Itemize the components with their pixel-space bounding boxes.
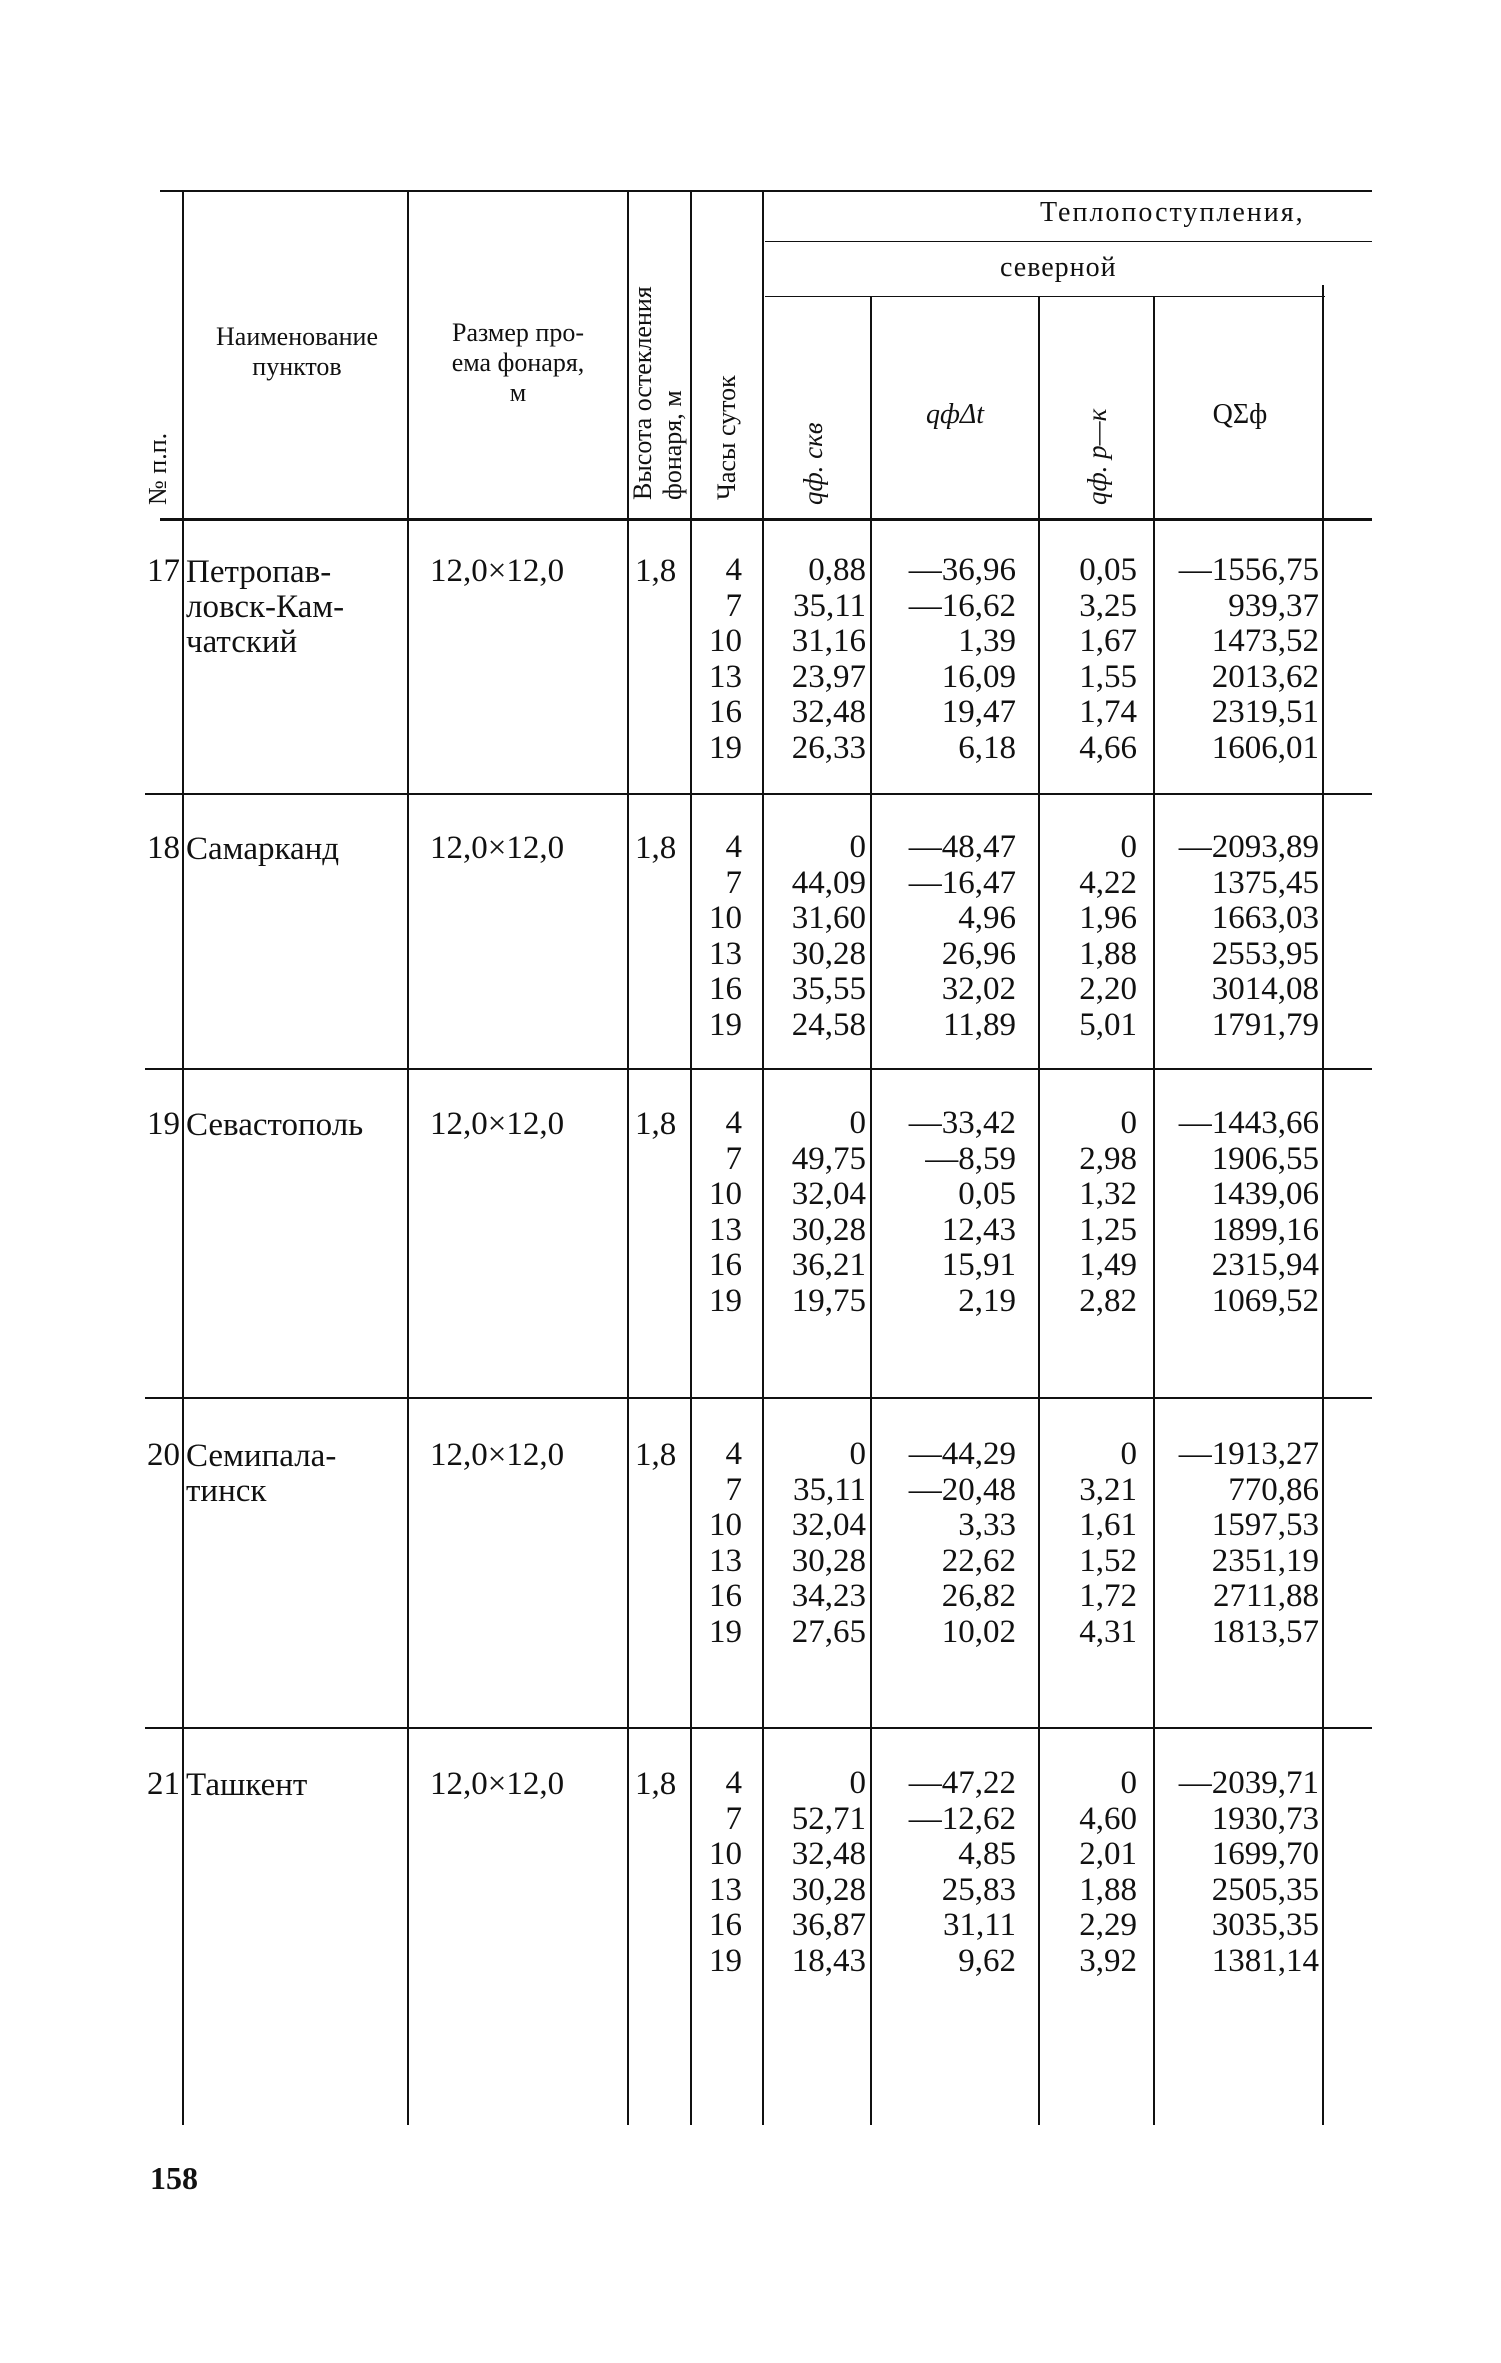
row-number: 21	[147, 1766, 180, 1802]
col-rule-4	[690, 190, 692, 2125]
header-heat-gains: Теплопоступления,	[1040, 197, 1305, 228]
page-number: 158	[150, 2160, 198, 2196]
q-rk-list: 0 4,22 1,96 1,88 2,20 5,01	[1079, 829, 1137, 1043]
table-top-rule	[160, 190, 1372, 192]
col-rule-2	[407, 190, 409, 2125]
glazing-height: 1,8	[635, 1106, 677, 1142]
q-sum-list: —1443,66 1906,55 1439,06 1899,16 2315,94 1069,52	[1178, 1105, 1319, 1319]
hours-list: 4 7 10 13 16 19	[709, 1436, 742, 1650]
opening-size: 12,0×12,0	[430, 1437, 565, 1473]
header-place-name: Наименование пунктов	[216, 322, 378, 381]
q-skv-list: 0 49,75 32,04 30,28 36,21 19,75	[791, 1105, 866, 1319]
header-north: северной	[1000, 252, 1117, 283]
place-name: Севастополь	[186, 1107, 364, 1143]
q-skv-list: 0,88 35,11 31,16 23,97 32,48 26,33	[791, 552, 866, 766]
opening-size: 12,0×12,0	[430, 1766, 565, 1802]
header-opening-size: Размер про- ема фонаря, м	[451, 318, 585, 407]
col-rule-1	[182, 190, 184, 2125]
row-separator-19-20	[145, 1397, 1372, 1399]
q-skv-list: 0 35,11 32,04 30,28 34,23 27,65	[791, 1436, 866, 1650]
col-rule-7	[1038, 296, 1040, 2125]
row-separator-18-19	[145, 1068, 1372, 1070]
row-number: 17	[147, 553, 180, 589]
q-sum-list: —1913,27 770,86 1597,53 2351,19 2711,88 1813,57	[1178, 1436, 1319, 1650]
header-q-rk: qф. р—к	[1082, 408, 1112, 505]
header-q-skv: qф. скв	[798, 422, 828, 505]
q-sum-list: —1556,75 939,37 1473,52 2013,62 2319,51 1606,01	[1178, 552, 1319, 766]
q-sum-list: —2039,71 1930,73 1699,70 2505,35 3035,35 1381,14	[1178, 1765, 1319, 1979]
subcols-top-rule	[765, 296, 1325, 297]
header-bottom-rule	[160, 518, 1372, 521]
q-skv-list: 0 44,09 31,60 30,28 35,55 24,58	[791, 829, 866, 1043]
row-number: 19	[147, 1106, 180, 1142]
row-separator-17-18	[145, 793, 1372, 795]
header-hours: Часы суток	[712, 375, 741, 500]
q-rk-list: 0,05 3,25 1,67 1,55 1,74 4,66	[1079, 552, 1137, 766]
opening-size: 12,0×12,0	[430, 830, 565, 866]
place-name: Семипала- тинск	[186, 1438, 337, 1509]
subgroup-top-rule	[765, 241, 1372, 242]
col-rule-8	[1153, 296, 1155, 2125]
glazing-height: 1,8	[635, 830, 677, 866]
header-q-dt: qфΔt	[925, 399, 985, 430]
hours-list: 4 7 10 13 16 19	[709, 552, 742, 766]
hours-list: 4 7 10 13 16 19	[709, 1105, 742, 1319]
opening-size: 12,0×12,0	[430, 553, 565, 589]
glazing-height: 1,8	[635, 553, 677, 589]
hours-list: 4 7 10 13 16 19	[709, 1765, 742, 1979]
row-separator-20-21	[145, 1727, 1372, 1729]
q-dt-list: —48,47 —16,47 4,96 26,96 32,02 11,89	[908, 829, 1016, 1043]
header-q-sum: QΣф	[1212, 399, 1268, 430]
q-dt-list: —44,29 —20,48 3,33 22,62 26,82 10,02	[908, 1436, 1016, 1650]
glazing-height: 1,8	[635, 1766, 677, 1802]
col-rule-6	[870, 296, 872, 2125]
col-rule-5	[762, 190, 764, 2125]
hours-list: 4 7 10 13 16 19	[709, 829, 742, 1043]
q-dt-list: —33,42 —8,59 0,05 12,43 15,91 2,19	[908, 1105, 1016, 1319]
q-rk-list: 0 3,21 1,61 1,52 1,72 4,31	[1079, 1436, 1137, 1650]
col-rule-9	[1322, 285, 1324, 2125]
header-glazing-height-1: Высота остекления	[628, 286, 657, 500]
place-name: Ташкент	[186, 1767, 308, 1803]
q-rk-list: 0 4,60 2,01 1,88 2,29 3,92	[1079, 1765, 1137, 1979]
glazing-height: 1,8	[635, 1437, 677, 1473]
q-dt-list: —36,96 —16,62 1,39 16,09 19,47 6,18	[908, 552, 1016, 766]
row-number: 18	[147, 830, 180, 866]
q-rk-list: 0 2,98 1,32 1,25 1,49 2,82	[1079, 1105, 1137, 1319]
q-dt-list: —47,22 —12,62 4,85 25,83 31,11 9,62	[908, 1765, 1016, 1979]
q-skv-list: 0 52,71 32,48 30,28 36,87 18,43	[791, 1765, 866, 1979]
header-number: № п.п.	[143, 432, 172, 505]
opening-size: 12,0×12,0	[430, 1106, 565, 1142]
row-number: 20	[147, 1437, 180, 1473]
place-name: Петропав- ловск-Кам- чатский	[186, 554, 345, 660]
place-name: Самарканд	[186, 831, 340, 867]
header-glazing-height-2: фонаря, м	[658, 390, 687, 500]
q-sum-list: —2093,89 1375,45 1663,03 2553,95 3014,08 1791,79	[1178, 829, 1319, 1043]
